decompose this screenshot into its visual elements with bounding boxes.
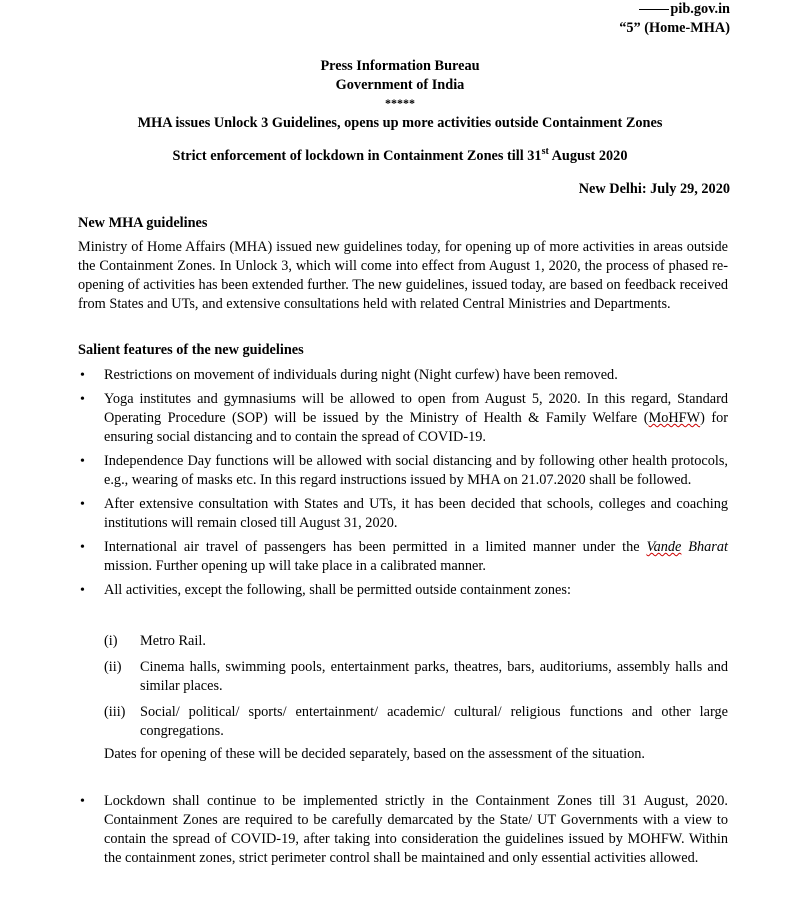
bullet-icon: • bbox=[80, 368, 85, 383]
section-heading-features: Salient features of the new guidelines bbox=[78, 342, 304, 358]
list-item bbox=[78, 538, 728, 576]
spellcheck-word: MoHFW bbox=[648, 410, 701, 426]
bullet-icon: • bbox=[80, 497, 85, 512]
list-item-text: After extensive consultation with States and UTs, it has been decided that schools, colleges and coaching institutions will remain closed till August 31, 2020. bbox=[104, 496, 728, 531]
features-list-b bbox=[78, 792, 728, 868]
list-item-text: Lockdown shall continue to be implemented strictly in the Containment Zones till 31 August, 2020. Containment Zones are required to be carefully demarcated by the State/ UT Governments with a view to contain the spread of COVID-19, after taking into consideration the guidelines issued by MOHFW. Within the containment zones, strict perimeter control shall be maintained and only essential activities allowed. bbox=[104, 793, 728, 866]
italic-word: Vande bbox=[646, 539, 682, 555]
sub-item-text: Social/ political/ sports/ entertainment/ academic/ cultural/ religious functions and other large congregations. bbox=[140, 704, 728, 739]
subhead-text-end: August 2020 bbox=[548, 148, 628, 164]
list-item bbox=[78, 581, 728, 600]
bullet-icon: • bbox=[80, 583, 85, 598]
headline: MHA issues Unlock 3 Guidelines, opens up more activities outside Containment Zones bbox=[137, 115, 663, 131]
dates-note: Dates for opening of these will be decided separately, based on the assessment of the situation. bbox=[104, 746, 646, 762]
source-line bbox=[639, 0, 730, 19]
list-item-text-end: mission. Further opening up will take place in a calibrated manner. bbox=[104, 558, 486, 574]
subheadline bbox=[0, 147, 800, 166]
list-item-text: All activities, except the following, shall be permitted outside containment zones: bbox=[104, 582, 571, 598]
list-item bbox=[78, 390, 728, 447]
sub-item-number: (i) bbox=[104, 633, 118, 649]
document-ref: “5” (Home-MHA) bbox=[619, 20, 730, 36]
bullet-icon: • bbox=[80, 392, 85, 407]
sub-item-text: Metro Rail. bbox=[140, 633, 206, 649]
gov-name: Government of India bbox=[335, 77, 465, 93]
separator-stars: ***** bbox=[385, 96, 415, 110]
org-name: Press Information Bureau bbox=[320, 58, 480, 74]
bullet-icon: • bbox=[80, 794, 85, 809]
list-item bbox=[78, 495, 728, 533]
bullet-icon: • bbox=[80, 540, 85, 555]
sub-item-number: (ii) bbox=[104, 659, 122, 675]
intro-paragraph: Ministry of Home Affairs (MHA) issued new guidelines today, for opening up of more activities in areas outside the Containment Zones. In Unlock 3, which will come into effect from August 1, 2020, the process of phased re-opening of activities has been extended further. The new guidelines, issued today, are based on feedback received from States and UTs, and extensive consultations held with related Central Ministries and Departments. bbox=[78, 239, 728, 312]
section-heading-guidelines: New MHA guidelines bbox=[78, 215, 208, 231]
dateline: New Delhi: July 29, 2020 bbox=[578, 181, 730, 197]
list-item-text-end: ) for ensuring social distancing and to contain the spread of COVID-19. bbox=[104, 410, 728, 445]
list-item-text: Restrictions on movement of individuals during night (Night curfew) have been removed. bbox=[104, 367, 618, 383]
list-item bbox=[78, 366, 728, 385]
list-item-text: Yoga institutes and gymnasiums will be allowed to open from August 5, 2020. In this regard, Standard Operating Procedure (SOP) will be issued by the Ministry of Health & Family Welfare ( bbox=[104, 391, 728, 426]
source-link[interactable]: pib.gov.in bbox=[670, 1, 730, 17]
list-item-text: Independence Day functions will be allowed with social distancing and by following other health protocols, e.g., wearing of masks etc. In this regard instructions issued by MHA on 21.07.2020 shall be followed. bbox=[104, 453, 728, 488]
list-item bbox=[78, 792, 728, 868]
list-item-text: International air travel of passengers has been permitted in a limited manner under the bbox=[104, 539, 647, 555]
italic-word: Bharat bbox=[688, 539, 728, 555]
sub-item-number: (iii) bbox=[104, 704, 126, 720]
list-item bbox=[78, 452, 728, 490]
sub-item-text: Cinema halls, swimming pools, entertainment parks, theatres, bars, auditoriums, assembly halls and similar places. bbox=[140, 659, 728, 694]
source-rule bbox=[639, 9, 669, 10]
subhead-sup: st bbox=[541, 146, 549, 158]
features-list-a bbox=[78, 366, 728, 600]
bullet-icon: • bbox=[80, 454, 85, 469]
subhead-text: Strict enforcement of lockdown in Containment Zones till 31 bbox=[172, 148, 542, 164]
